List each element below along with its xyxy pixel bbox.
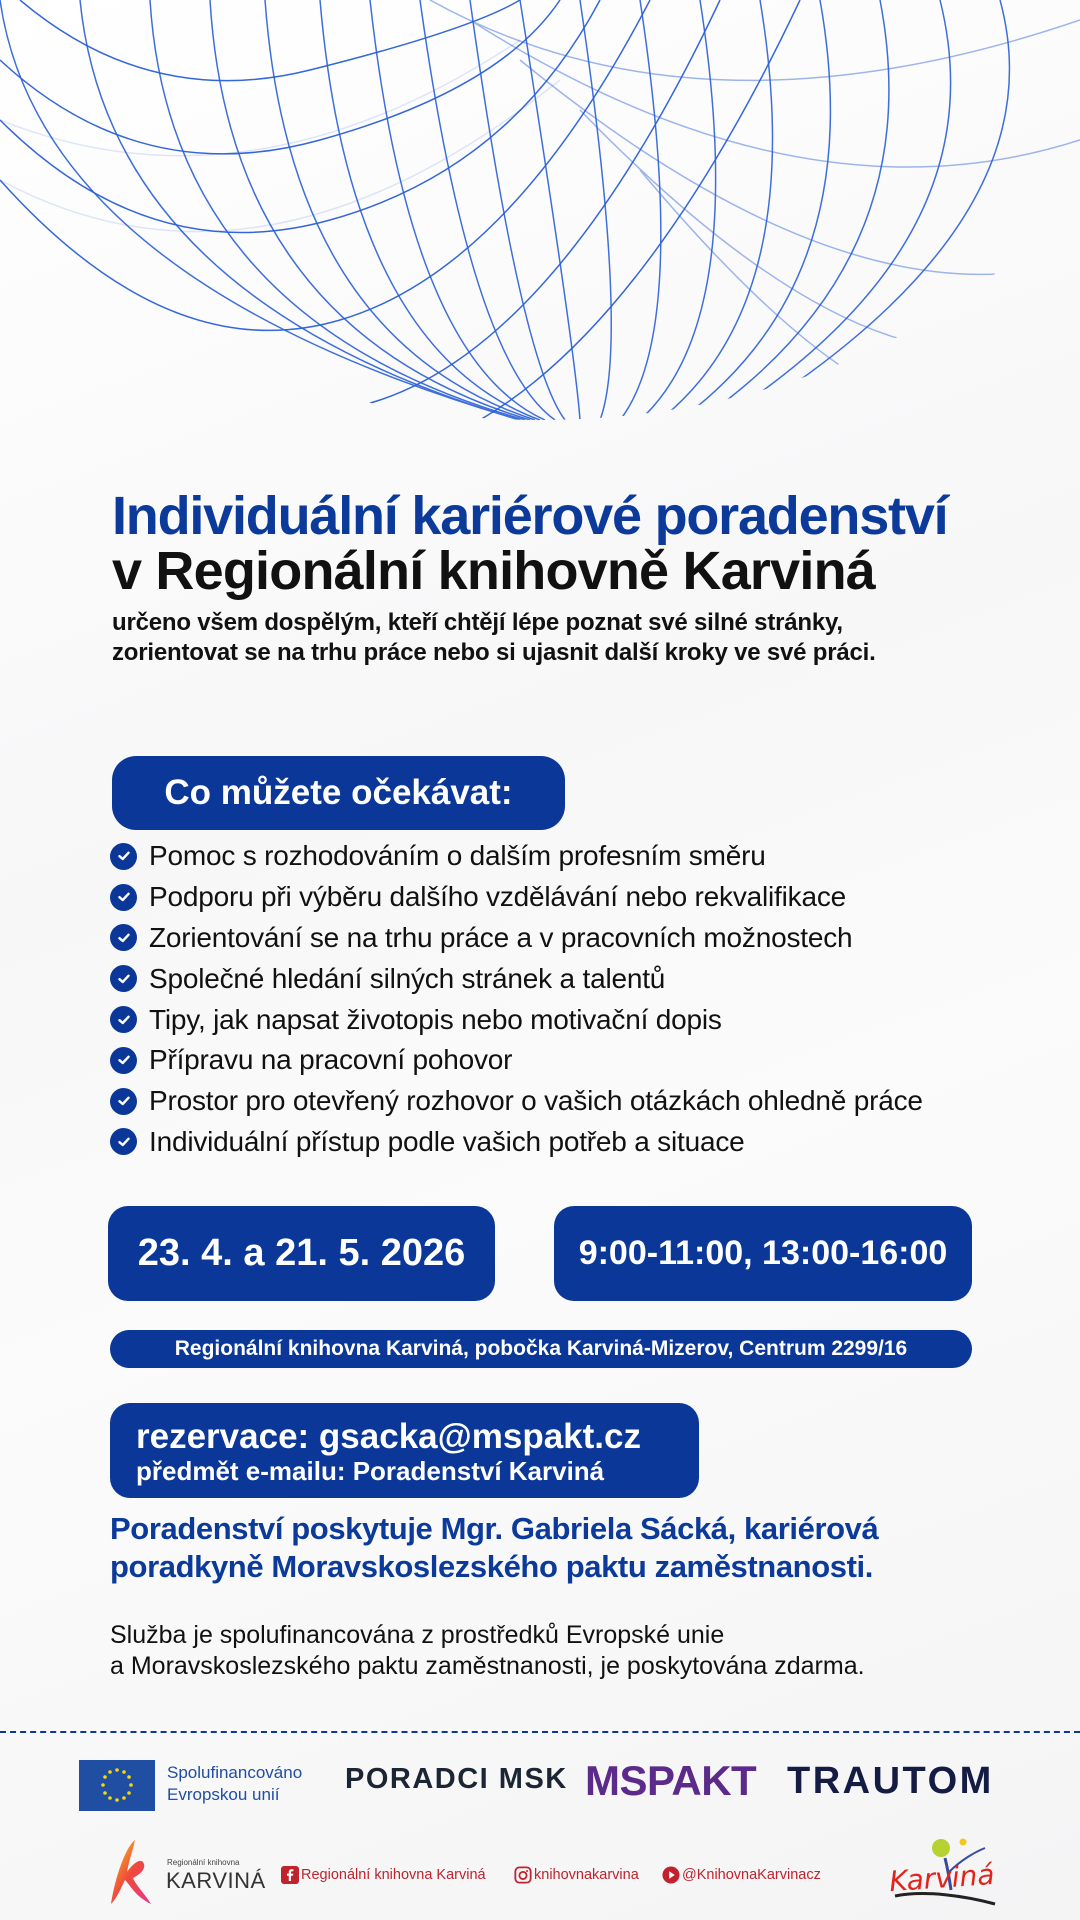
instagram-link[interactable] [514, 1866, 639, 1884]
check-circle-icon [110, 924, 137, 951]
eu-label-line-2: Evropskou unií [167, 1785, 280, 1804]
event-times-box: 9:00-11:00, 13:00-16:00 [554, 1206, 972, 1301]
list-item [110, 836, 923, 877]
poradci-msk-logo: PORADCI MSK [345, 1763, 568, 1795]
subtitle-line-1: určeno všem dospělým, kteří chtějí lépe poznat své silné stránky, [112, 609, 843, 636]
list-item-text: Zorientování se na trhu práce a v pracovních možnostech [149, 921, 853, 953]
provider-line-1: Poradenství poskytuje Mgr. Gabriela Sácká, kariérová [110, 1511, 879, 1546]
reservation-subject: předmět e-mailu: Poradenství Karviná [136, 1455, 605, 1486]
play-button-icon [662, 1866, 680, 1884]
list-item [110, 918, 923, 959]
check-circle-icon [110, 1088, 137, 1115]
list-item-text: Tipy, jak napsat životopis nebo motivační dopis [149, 1003, 722, 1035]
karvina-city-logo [885, 1836, 1003, 1908]
subtitle [112, 608, 876, 668]
provider-line-2: poradkyně Moravskoslezského paktu zaměstnanosti. [110, 1549, 873, 1584]
globe-wireframe-decoration [0, 0, 1080, 430]
check-circle-icon [110, 1128, 137, 1155]
youtube-link[interactable] [662, 1866, 821, 1884]
check-circle-icon [110, 884, 137, 911]
list-item [110, 999, 923, 1040]
list-item [110, 1081, 923, 1122]
library-k-logo-icon [105, 1838, 165, 1910]
subtitle-line-2: zorientovat se na trhu práce nebo si ujasnit další kroky ve své práci. [112, 639, 876, 666]
list-item [110, 1040, 923, 1081]
eu-label-line-1: Spolufinancováno [167, 1763, 303, 1782]
title-line-2: v Regionální knihovně Karviná [112, 541, 875, 601]
list-item [110, 877, 923, 918]
eu-flag-icon [79, 1760, 155, 1811]
list-item-text: Podporu při výběru dalšího vzdělávání nebo rekvalifikace [149, 881, 846, 913]
library-label-big: KARVINÁ [166, 1868, 266, 1893]
event-dates-box: 23. 4. a 21. 5. 2026 [108, 1206, 495, 1301]
list-item [110, 1122, 923, 1163]
karvina-logo-text: Karviná [888, 1857, 996, 1899]
funding-line-1: Služba je spolufinancována z prostředků Evropské unie [110, 1621, 725, 1649]
title-line-1: Individuální kariérové poradenství [112, 486, 948, 546]
reservation-email[interactable]: rezervace: gsacka@mspakt.cz [136, 1416, 641, 1456]
library-label-small: Regionální knihovna [167, 1858, 240, 1867]
check-circle-icon [110, 965, 137, 992]
instagram-handle: knihovnakarvina [534, 1867, 639, 1883]
benefits-list [110, 836, 923, 1162]
facebook-link[interactable] [281, 1866, 486, 1884]
check-circle-icon [110, 1047, 137, 1074]
instagram-icon [514, 1866, 532, 1884]
eu-cofunded-label [167, 1762, 302, 1806]
provider-statement [110, 1510, 878, 1586]
list-item-text: Pomoc s rozhodováním o dalším profesním směru [149, 840, 766, 872]
list-item [110, 958, 923, 999]
list-item-text: Společné hledání silných stránek a talentů [149, 962, 666, 994]
funding-note [110, 1620, 865, 1682]
list-item-text: Prostor pro otevřený rozhovor o vašich otázkách ohledně práce [149, 1085, 923, 1117]
expect-heading-pill: Co můžete očekávat: [112, 756, 565, 830]
event-address-pill: Regionální knihovna Karviná, pobočka Karviná-Mizerov, Centrum 2299/16 [110, 1330, 972, 1368]
funding-line-2: a Moravskoslezského paktu zaměstnanosti, je poskytována zdarma. [110, 1652, 865, 1680]
reservation-box [110, 1403, 699, 1498]
list-item-text: Individuální přístup podle vašich potřeb a situace [149, 1125, 745, 1157]
facebook-handle: Regionální knihovna Karviná [301, 1867, 486, 1883]
trautom-logo: TRAUTOM [787, 1760, 994, 1802]
youtube-handle: @KnihovnaKarvinacz [682, 1867, 821, 1883]
facebook-icon [281, 1866, 299, 1884]
check-circle-icon [110, 1006, 137, 1033]
footer-divider [0, 1731, 1080, 1733]
check-circle-icon [110, 843, 137, 870]
list-item-text: Přípravu na pracovní pohovor [149, 1044, 513, 1076]
mspakt-logo: MSPAKT [585, 1757, 757, 1804]
